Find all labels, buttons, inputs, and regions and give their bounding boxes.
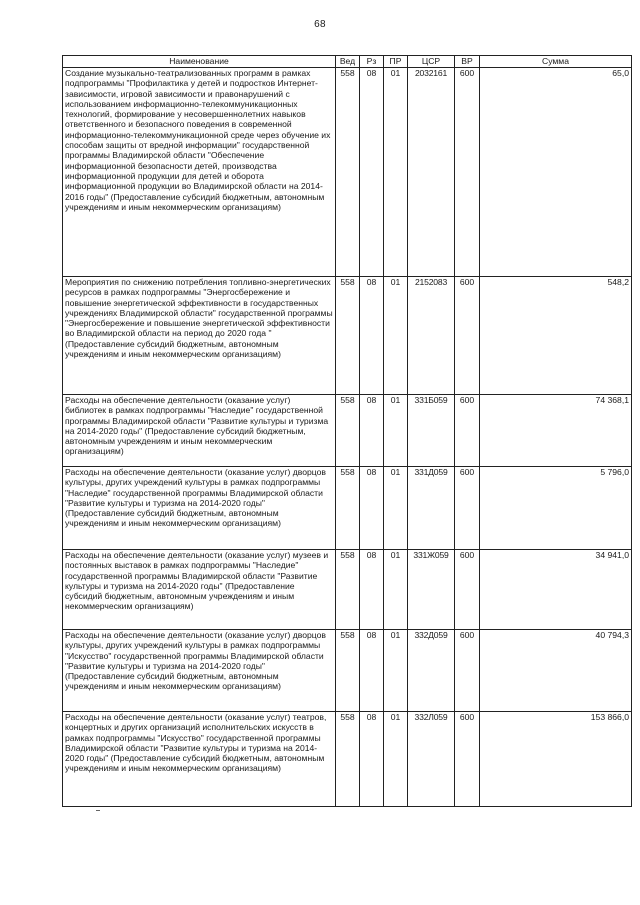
row-csr: 331Б059 (408, 395, 455, 467)
row-pr: 01 (384, 395, 408, 467)
row-rz: 08 (360, 68, 384, 277)
table-row (63, 550, 632, 630)
row-name: Создание музыкально-театрализованных программ в рамках подпрограммы "Профилактика у детей и подростков Интернет-зависимости, игровой зависимости и правонарушений с использованием информационно-телекоммуникационных технологий, формирование у несовершеннолетних навыков ответственного и безопасного поведения в современной информационно-телекоммуникационной среде через обучение их способам защиты от вредной информации" государственной программы Владимирской области "Обеспечение информационной безопасности детей, производства информационной продукции для детей и оборота информационной продукции во Владимирской области на 2014-2016 годы" (Предоставление субсидий бюджетным, автономным учреждениям и иным некоммерческим организациям) (63, 68, 336, 277)
header-pr: ПР (384, 56, 408, 68)
row-csr: 332Д059 (408, 630, 455, 712)
table-row (63, 467, 632, 550)
row-pr: 01 (384, 68, 408, 277)
budget-table (62, 55, 632, 807)
row-name: Расходы на обеспечение деятельности (оказание услуг) театров, концертных и других организаций исполнительских искусств в рамках подпрограммы "Искусство" государственной программы Владимирской области "Развитие культуры и туризма на 2014-2020 годы" (Предоставление субсидий бюджетным, автономным учреждениям и иным некоммерческим организациям) (63, 712, 336, 807)
row-csr: 332Л059 (408, 712, 455, 807)
row-name: Расходы на обеспечение деятельности (оказание услуг) библиотек в рамках подпрограммы "Наследие" государственной программы Владимирской области "Развитие культуры и туризма на 2014-2020 годы" (Предоставление субсидий бюджетным, автономным учреждениям и иным некоммерческим организациям) (63, 395, 336, 467)
table-row (63, 68, 632, 277)
header-csr: ЦСР (408, 56, 455, 68)
row-vr: 600 (455, 68, 480, 277)
row-csr: 331Д059 (408, 467, 455, 550)
row-csr: 2152083 (408, 277, 455, 395)
row-ved: 558 (336, 395, 360, 467)
header-rz: Рз (360, 56, 384, 68)
row-vr: 600 (455, 277, 480, 395)
row-sum: 74 368,1 (480, 395, 632, 467)
row-csr: 2032161 (408, 68, 455, 277)
row-vr: 600 (455, 467, 480, 550)
row-rz: 08 (360, 395, 384, 467)
row-rz: 08 (360, 630, 384, 712)
header-ved: Вед (336, 56, 360, 68)
row-name: Расходы на обеспечение деятельности (оказание услуг) дворцов культуры, других учреждений культуры в рамках подпрограммы "Искусство" государственной программы Владимирской области "Развитие культуры и туризма на 2014-2020 годы" (Предоставление субсидий бюджетным, автономным учреждениям и иным некоммерческим организациям) (63, 630, 336, 712)
row-name: Расходы на обеспечение деятельности (оказание услуг) дворцов культуры, других учреждений культуры в рамках подпрограммы "Наследие" государственной программы Владимирской области "Развитие культуры и туризма на 2014-2020 годы" (Предоставление субсидий бюджетным, автономным учреждениям и иным некоммерческим организациям) (63, 467, 336, 550)
row-sum: 34 941,0 (480, 550, 632, 630)
row-sum: 153 866,0 (480, 712, 632, 807)
row-vr: 600 (455, 630, 480, 712)
header-vr: ВР (455, 56, 480, 68)
table-header-row (63, 56, 632, 68)
row-rz: 08 (360, 277, 384, 395)
row-name: Мероприятия по снижению потребления топливно-энергетических ресурсов в рамках подпрограммы "Энергосбережение и повышение энергетической эффективности в государственных учреждениях Владимирской области" государственной программы "Энергосбережение и повышение энергетической эффективности во Владимирской области на период до 2020 года " (Предоставление субсидий бюджетным, автономным учреждениям и иным некоммерческим организациям) (63, 277, 336, 395)
row-sum: 40 794,3 (480, 630, 632, 712)
row-pr: 01 (384, 550, 408, 630)
row-ved: 558 (336, 277, 360, 395)
table-row (63, 712, 632, 807)
row-rz: 08 (360, 712, 384, 807)
table-row (63, 277, 632, 395)
row-pr: 01 (384, 630, 408, 712)
row-ved: 558 (336, 630, 360, 712)
row-ved: 558 (336, 712, 360, 807)
row-rz: 08 (360, 550, 384, 630)
row-vr: 600 (455, 550, 480, 630)
row-sum: 5 796,0 (480, 467, 632, 550)
header-name: Наименование (63, 56, 336, 68)
row-pr: 01 (384, 277, 408, 395)
row-pr: 01 (384, 467, 408, 550)
row-sum: 548,2 (480, 277, 632, 395)
row-vr: 600 (455, 712, 480, 807)
row-rz: 08 (360, 467, 384, 550)
row-pr: 01 (384, 712, 408, 807)
table-row (63, 630, 632, 712)
page-number: 68 (314, 19, 326, 30)
row-ved: 558 (336, 68, 360, 277)
row-sum: 65,0 (480, 68, 632, 277)
scan-mark (96, 810, 100, 811)
row-csr: 331Ж059 (408, 550, 455, 630)
row-name: Расходы на обеспечение деятельности (оказание услуг) музеев и постоянных выставок в рамках подпрограммы "Наследие" государственной программы Владимирской области "Развитие культуры и туризма на 2014-2020 годы" (Предоставление субсидий бюджетным, автономным учреждениям и иным некоммерческим организациям) (63, 550, 336, 630)
table-row (63, 395, 632, 467)
row-ved: 558 (336, 550, 360, 630)
row-vr: 600 (455, 395, 480, 467)
header-sum: Сумма (480, 56, 632, 68)
row-ved: 558 (336, 467, 360, 550)
